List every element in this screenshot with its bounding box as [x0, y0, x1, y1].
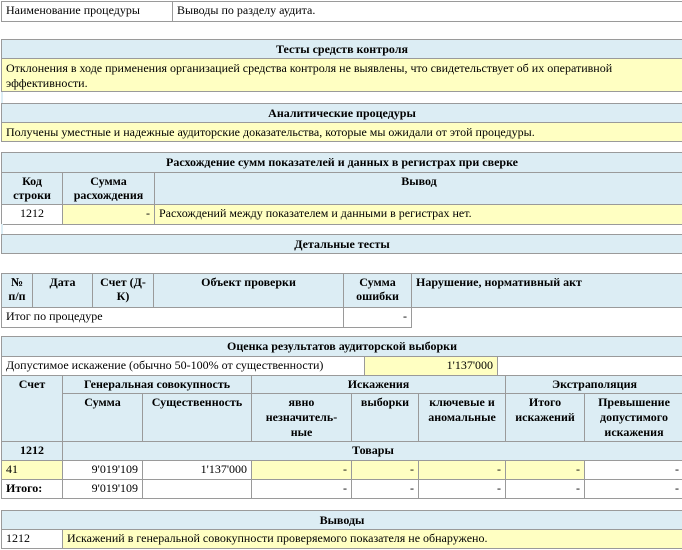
- detailed-title: Детальные тесты: [1, 234, 682, 254]
- recon-row-diff: -: [63, 205, 155, 225]
- recon-col-conclusion: Вывод: [155, 173, 682, 205]
- detailed-col-object: Объект проверки: [154, 274, 344, 308]
- sample-h-sample: выборки: [352, 394, 419, 442]
- detailed-total-value: -: [344, 308, 412, 328]
- sample-total-insignificant: -: [252, 480, 352, 499]
- detailed-col-account: Счет (Д-К): [93, 274, 154, 308]
- recon-row-conclusion: Расхождений между показателем и данными в регистрах нет.: [155, 205, 682, 225]
- detailed-table: [1, 273, 682, 328]
- sample-row-insignificant: -: [252, 461, 352, 480]
- recon-title: Расхождение сумм показателей и данных в регистрах при сверке: [1, 152, 682, 173]
- tolerable-table: [1, 356, 498, 376]
- sample-title: Оценка результатов аудиторской выборки: [1, 336, 682, 357]
- analytical-title: Аналитические процедуры: [1, 103, 682, 123]
- sample-h-materiality: Существенность: [143, 394, 252, 442]
- recon-col-code: Код строки: [2, 173, 63, 205]
- sample-row-sample: -: [352, 461, 419, 480]
- recon-table: [1, 172, 682, 225]
- sample-row-exceed: -: [585, 461, 682, 480]
- tolerable-label: Допустимое искажение (обычно 50-100% от существенности): [2, 357, 365, 376]
- sample-h-key: ключевые и аномальные: [419, 394, 506, 442]
- sample-h-extrapolation: Экстраполяция: [506, 376, 682, 394]
- sample-row-account: 41: [2, 461, 63, 480]
- sample-total-sample: -: [352, 480, 419, 499]
- sample-row-key: -: [419, 461, 506, 480]
- detailed-col-date: Дата: [33, 274, 93, 308]
- conclusions-code: 1212: [2, 530, 63, 549]
- procedure-value: Выводы по разделу аудита.: [173, 2, 682, 22]
- recon-row-code: 1212: [2, 205, 63, 225]
- conclusions-table: [1, 529, 682, 549]
- sample-h-sum: Сумма: [63, 394, 143, 442]
- detailed-col-violation: Нарушение, нормативный акт: [412, 274, 682, 308]
- sample-row-sum: 9'019'109: [63, 461, 143, 480]
- sample-h-exceed: Превышение допустимого искажения: [585, 394, 682, 442]
- sample-total-key: -: [419, 480, 506, 499]
- sample-h-misstatements: Искажения: [252, 376, 506, 394]
- controls-title: Тесты средств контроля: [1, 39, 682, 59]
- sample-group-name: Товары: [63, 442, 682, 461]
- recon-col-diff: Сумма расхождения: [63, 173, 155, 205]
- sample-h-account: Счет: [2, 376, 63, 442]
- sample-row-materiality: 1'137'000: [143, 461, 252, 480]
- detailed-col-num: № п/п: [2, 274, 33, 308]
- detailed-total-label: Итог по процедуре: [2, 308, 344, 328]
- conclusions-title: Выводы: [1, 510, 682, 530]
- sample-total-exceed: -: [585, 480, 682, 499]
- sample-h-total-misstatements: Итого искажений: [506, 394, 585, 442]
- tolerable-value: 1'137'000: [365, 357, 498, 376]
- sample-total-total-misstatements: -: [506, 480, 585, 499]
- procedure-label: Наименование процедуры: [2, 2, 173, 22]
- procedure-table: [1, 1, 682, 22]
- divider-strip: [1, 224, 3, 234]
- conclusions-text: Искажений в генеральной совокупности проверяемого показателя не обнаружено.: [63, 530, 682, 549]
- sample-h-population: Генеральная совокупность: [63, 376, 252, 394]
- sample-row-total-misstatements: -: [506, 461, 585, 480]
- sample-total-label: Итого:: [2, 480, 63, 499]
- sample-h-insignificant: явно незначитель-ные: [252, 394, 352, 442]
- sample-group-code: 1212: [2, 442, 63, 461]
- controls-text: Отклонения в ходе применения организацией средства контроля не выявлены, что свидетельствует об их оперативной эффективности.: [1, 58, 682, 92]
- analytical-text: Получены уместные и надежные аудиторские доказательства, которые мы ожидали от этой процедуры.: [1, 122, 682, 142]
- detailed-col-error: Сумма ошибки: [344, 274, 412, 308]
- divider-strip: [1, 92, 3, 103]
- sample-table: [1, 375, 682, 499]
- sample-total-sum: 9'019'109: [63, 480, 143, 499]
